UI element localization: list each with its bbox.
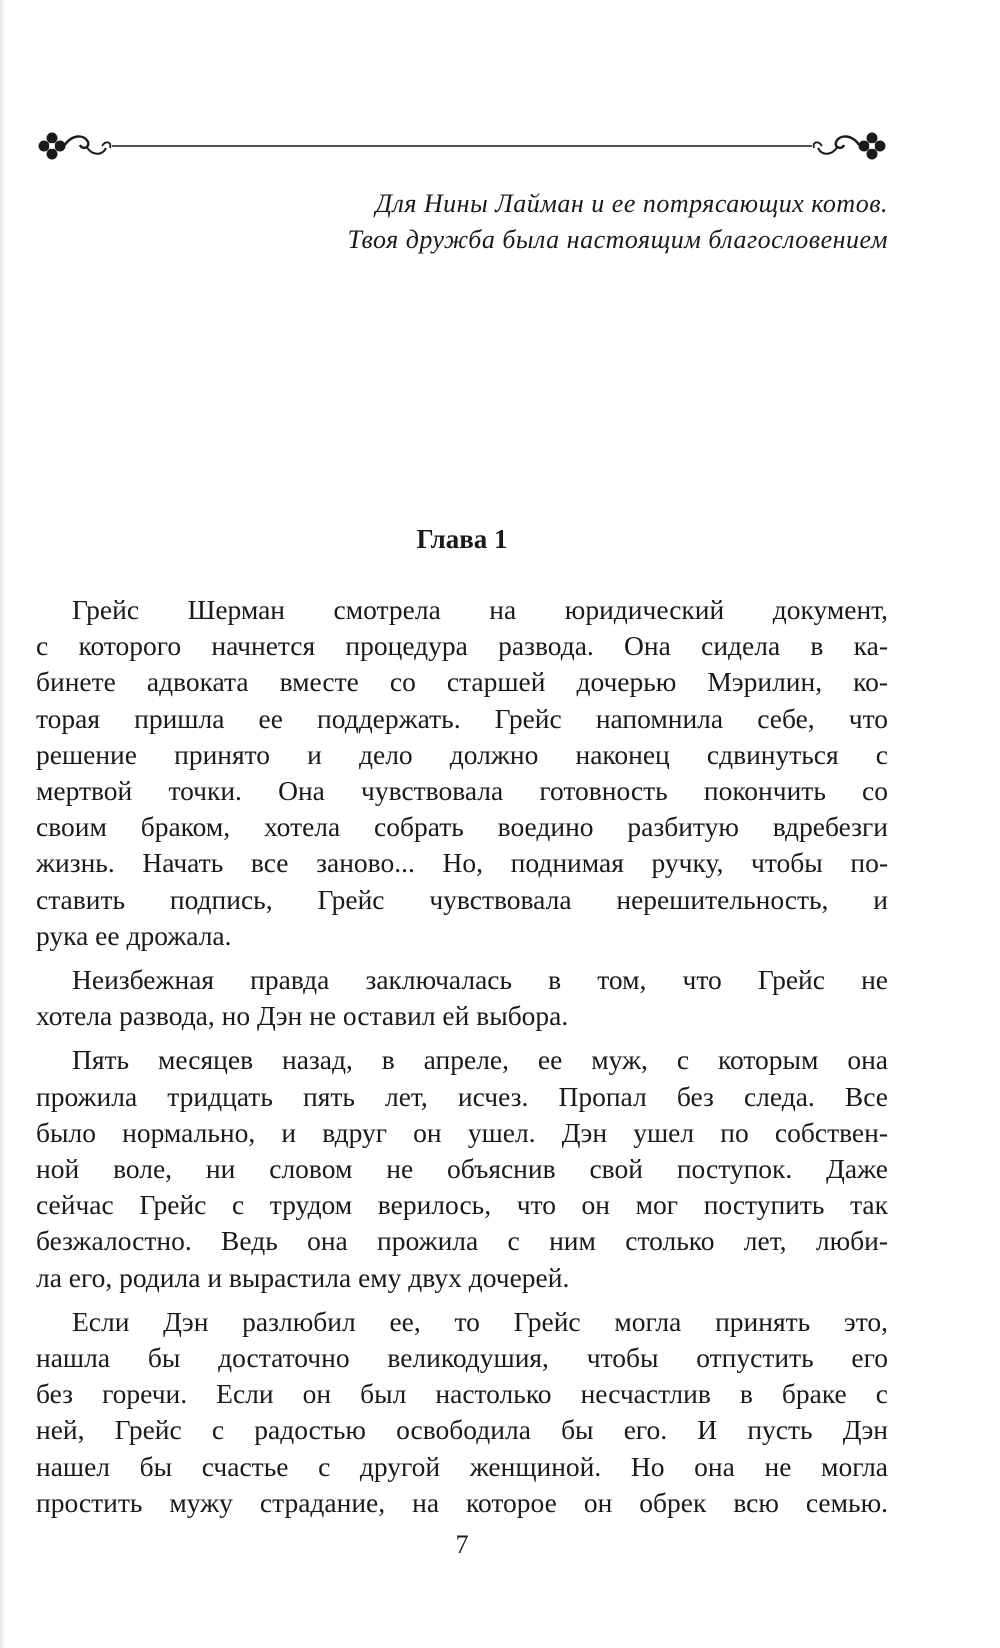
text-line: нашла бы достаточно великодушия, чтобы отпустить его (36, 1342, 888, 1374)
text-line: Если Дэн разлюбил ее, то Грейс могла принять это, (72, 1305, 888, 1337)
text-line: мертвой точки. Она чувствовала готовность покончить со (36, 775, 888, 807)
dedication-line: Твоя дружба была настоящим благословением (347, 225, 888, 254)
text-line: было нормально, и вдруг он ушел. Дэн ушел по собствен- (36, 1116, 888, 1148)
text-line: с которого начнется процедура развода. Она сидела в ка- (36, 630, 888, 662)
text-line: Пять месяцев назад, в апреле, ее муж, с которым она (72, 1044, 888, 1076)
text-line: ней, Грейс с радостью освободила бы его. И пусть Дэн (36, 1414, 888, 1446)
text-line: без горечи. Если он был настолько несчастлив в браке с (36, 1378, 888, 1410)
dedication-line: Для Нины Лайман и ее потрясающих котов. (375, 189, 888, 218)
text-line: безжалостно. Ведь она прожила с ним столько лет, люби- (36, 1225, 888, 1257)
paragraph (36, 592, 888, 954)
text-line: хотела развода, но Дэн не оставил ей выбора. (36, 1000, 569, 1032)
chapter-title: Глава 1 (416, 524, 508, 554)
page-edge-shadow (0, 0, 6, 1648)
dedication (188, 186, 888, 258)
paragraph (36, 1304, 888, 1521)
text-line: жизнь. Начать все заново... Но, поднимая ручку, чтобы по- (36, 847, 888, 879)
text-line: Неизбежная правда заключалась в том, что Грейс не (72, 964, 888, 996)
text-line: торая пришла ее поддержать. Грейс напомнила себе, что (36, 702, 888, 734)
text-line: ставить подпись, Грейс чувствовала нерешительность, и (36, 883, 888, 915)
text-line: своим браком, хотела собрать воедино разбитую вдребезги (36, 811, 888, 843)
floral-scroll-icon (814, 133, 885, 159)
paragraph (36, 1042, 888, 1295)
paragraph (36, 962, 888, 1034)
text-line: прожила тридцать пять лет, исчез. Пропал без следа. Все (36, 1080, 888, 1112)
text-line: сейчас Грейс с трудом верилось, что он мог поступить так (36, 1189, 888, 1221)
text-line: решение принято и дело должно наконец сдвинуться с (36, 738, 888, 770)
text-line: ной воле, ни словом не объяснив свой поступок. Даже (36, 1153, 888, 1185)
ornamental-divider (36, 126, 888, 166)
page-number: 7 (455, 1530, 469, 1559)
text-line: бинете адвоката вместе со старшей дочерью Мэрилин, ко- (36, 666, 888, 698)
text-line: простить мужу страдание, на которое он обрек всю семью. (36, 1486, 888, 1518)
text-line: Грейс Шерман смотрела на юридический документ, (72, 594, 888, 625)
text-line: ла его, родила и вырастила ему двух дочерей. (36, 1261, 570, 1293)
floral-scroll-icon (39, 133, 110, 159)
chapter-body (36, 592, 888, 1529)
text-line: рука ее дрожала. (36, 919, 232, 951)
text-line: нашел бы счастье с другой женщиной. Но она не могла (36, 1450, 888, 1482)
